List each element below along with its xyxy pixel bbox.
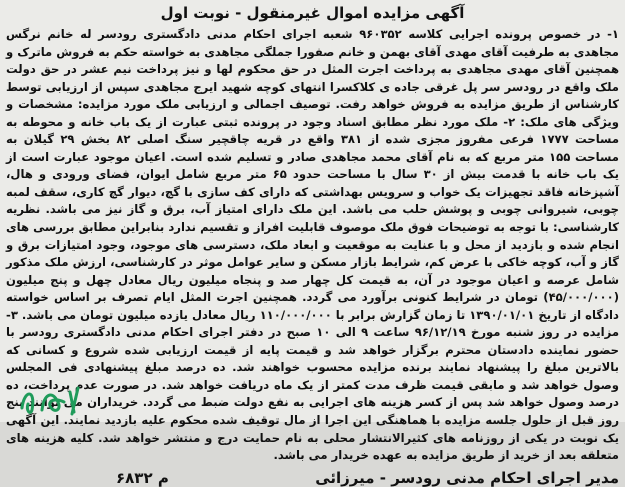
- notice-body: [6, 26, 619, 465]
- notice-footer: [6, 469, 619, 487]
- signature-line: مدیر اجرای احکام مدنی رودسر - میرزائی: [315, 468, 619, 487]
- handwritten-number-mark: [14, 380, 88, 418]
- notice-title: آگهی مزایده اموال غیرمنقول - نوبت اول: [160, 4, 465, 22]
- reference-number: م ۶۸۳۲: [116, 468, 169, 487]
- notice-body-text: ۱- در خصوص پرونده اجرایی کلاسه ۹۶۰۳۵۲ شعبه اجرای احکام مدنی دادگستری رودسر له خانم نرگس مجاهدی به طرفیت آقای مهدی آقای بهمن و خانم صفورا جملگی مجاهدی به خواسته حکم به فروش ماترک و همچنین آقای مهدی مجاهدی به پرداخت اجرت المثل در حق محکوم لها و نیز پرداخت نیم عشر در حق دولت ملک واقع در رودسر سر پل غرقی جاده ی کلاکسرا انتهای کوچه شهید ایرج مجاهدی سپس از ارزیابی توسط کارشناس از طریق مزایده به فروش خواهد رفت. توصیف اجمالی و ارزیابی ملک مورد مزایده: مشخصات و ویژگی های ملک: ۲- ملک مورد نظر مطابق اسناد وجود در پرونده ثبتی عبارت از یک باب خانه و محوطه به مساحت ۱۷۷۷ فرعی مفروز مجزی شده از ۳۸۱ واقع در قریه چاقچیر سنگ اصلی ۸۲ بخش ۲۹ گیلان به مساحت ۱۵۵ متر مربع که به نام آقای محمد مجاهدی صادر و تسلیم شده است. اعیان موجود عبارت است از یک باب خانه با قدمت بیش از ۳۰ سال با مساحت حدود ۶۵ متر مربع شامل ایوان، فضای ورودی و هال، آشپزخانه فاقد تجهیزات یک خواب و سرویس بهداشتی که دارای کف سازی با گچ، دیوار گچ کاری، سقف لمبه چوبی، شیروانی چوبی و پوشش حلب می باشد. این ملک دارای امتیاز آب، برق و گاز نیز می باشد. نظریه کارشناسی: با توجه به توضیحات فوق ملک موصوف قابلیت افراز و تقسیم ندارد بنابراین مطابق بررسی های انجام شده و بازدید از محل و با عنایت به موقعیت و ابعاد ملک، دسترسی های موجود، وجود امتیازات برق و گاز و آب، کوچه خاکی با عرض کم، شرایط بازار مسکن و سایر عوامل موثر در کارشناسی، ارزش ملک مذکور شامل عرصه و اعیان موجود در آن، به قیمت کل چهار صد و پنجاه میلیون ریال معادل چهل و پنج میلیون (۴۵/۰۰۰/۰۰۰) تومان در شرایط کنونی برآورد می گردد. همچنین اجرت المثل ایام تصرف بر اساس خواسته دادگاه از تاریخ ۱۳۹۰/۰۱/۰۱ تا زمان گزارش برابر با ۱۱۰/۰۰۰/۰۰۰ ریال معادل یازده میلیون تومان می باشد. ۳- مزایده در روز شنبه مورخ ۹۶/۱۲/۱۹ ساعت ۹ الی ۱۰ صبح در دفتر اجرای احکام مدنی دادگستری رودسر با حضور نماینده دادستان محترم برگزار خواهد شد و قیمت پایه از قیمت ارزیابی شده شروع و کسانی که بالاترین مبلغ را پیشنهاد نمایند برنده مزایده محسوب خواهند شد. ده درصد مبلغ پیشنهادی فی المجلس وصول خواهد شد و مابقی قیمت ظرف مدت کمتر از یک ماه دریافت خواهد شد. در صورت عدم پرداخت، ده درصد وصول خواهد شد پس از کسر هزینه های اجرایی به نفع دولت ضبط می گردد. خریداران می توانند پنج روز قبل از حلول جلسه مزایده با هماهنگی این اجرا از مال توقیف شده محکوم علیه بازدید نمایند. این آگهی یک نوبت در یکی از روزنامه های کثیرالانتشار محلی به نام حمایت درج و منتشر خواهد شد. کلیه هزینه های متعلقه بعد از خرید از طریق مزایده به عهده خریدار می باشد.: [6, 27, 620, 463]
